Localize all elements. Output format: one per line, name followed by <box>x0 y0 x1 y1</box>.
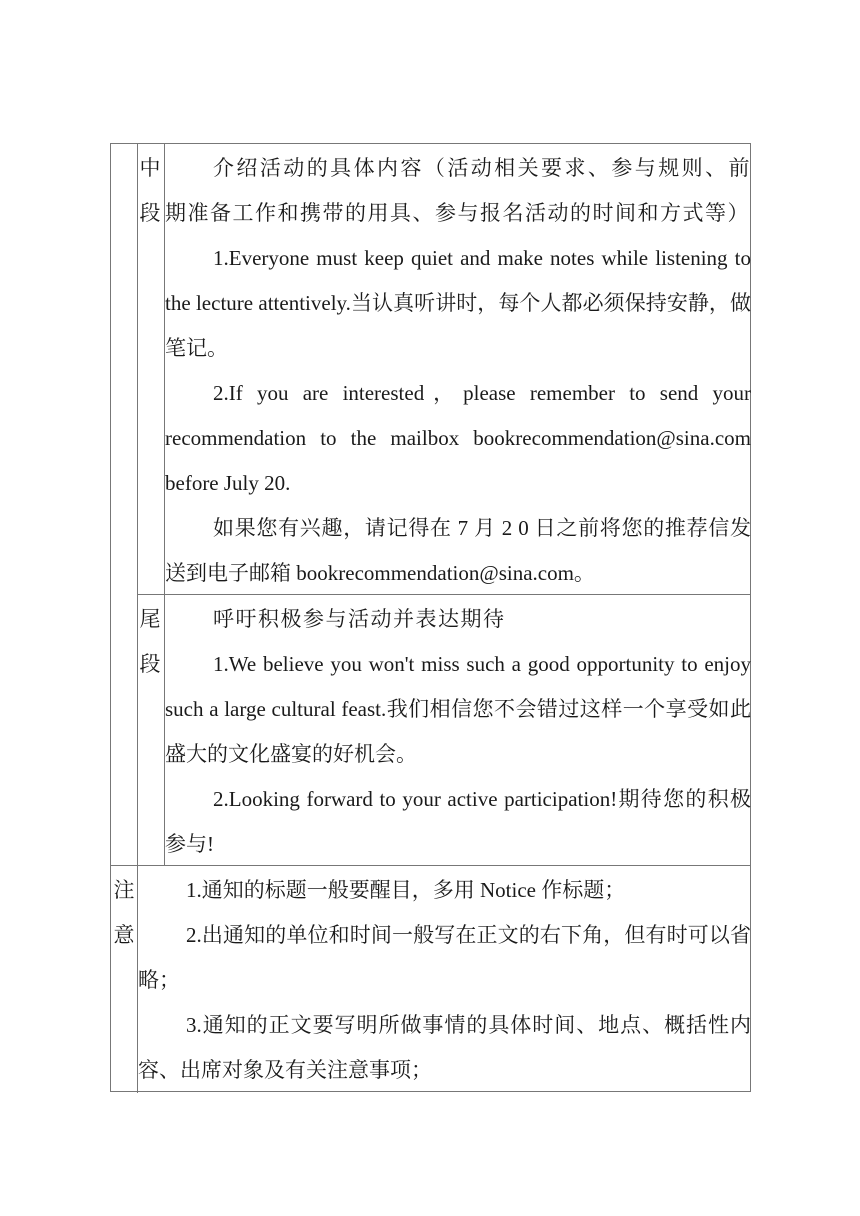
note-section-content <box>138 868 751 1093</box>
note-section-label <box>112 868 136 958</box>
note-label-char-1: 注 <box>113 878 135 902</box>
middle-section-label <box>138 146 162 236</box>
end-item-2: 2.Looking forward to your active participation!期待您的积极参与! <box>165 787 751 856</box>
note-item-1: 1.通知的标题一般要醒目，多用 Notice 作标题； <box>186 878 626 902</box>
end-label-char-2: 段 <box>139 652 161 676</box>
end-item-1: 1.We believe you won't miss such a good opportunity to enjoy such a large cultural feast.我们相信您不会错过这样一个享受如此盛大的文化盛宴的好机会。 <box>165 652 751 766</box>
end-section-content <box>165 597 751 867</box>
middle-item-2: 2.If you are interested，please remember to send your recommendation to the mailbox bookrecommendation@sina.com before July 20. <box>165 381 751 495</box>
end-label-char-1: 尾 <box>139 607 161 631</box>
end-section-label <box>138 597 162 687</box>
note-label-char-2: 意 <box>113 923 135 947</box>
note-item-2: 2.出通知的单位和时间一般写在正文的右下角，但有时可以省略； <box>138 923 751 992</box>
middle-item-1: 1.Everyone must keep quiet and make notes while listening to the lecture attentively.当认真听讲时，每个人都必须保持安静，做笔记。 <box>165 246 751 360</box>
middle-label-char-1: 中 <box>139 156 161 180</box>
middle-intro: 介绍活动的具体内容（活动相关要求、参与规则、前期准备工作和携带的用具、参与报名活动的时间和方式等） <box>165 156 751 225</box>
end-intro: 呼吁积极参与活动并表达期待 <box>213 607 506 631</box>
middle-item-2-chinese: 如果您有兴趣，请记得在 7 月 2 0 日之前将您的推荐信发送到电子邮箱 bookrecommendation@sina.com。 <box>165 516 751 585</box>
middle-section-content <box>165 146 751 596</box>
note-item-3: 3.通知的正文要写明所做事情的具体时间、地点、概括性内容、出席对象及有关注意事项； <box>138 1013 751 1082</box>
notice-writing-table <box>110 143 751 1092</box>
middle-label-char-2: 段 <box>139 201 161 225</box>
